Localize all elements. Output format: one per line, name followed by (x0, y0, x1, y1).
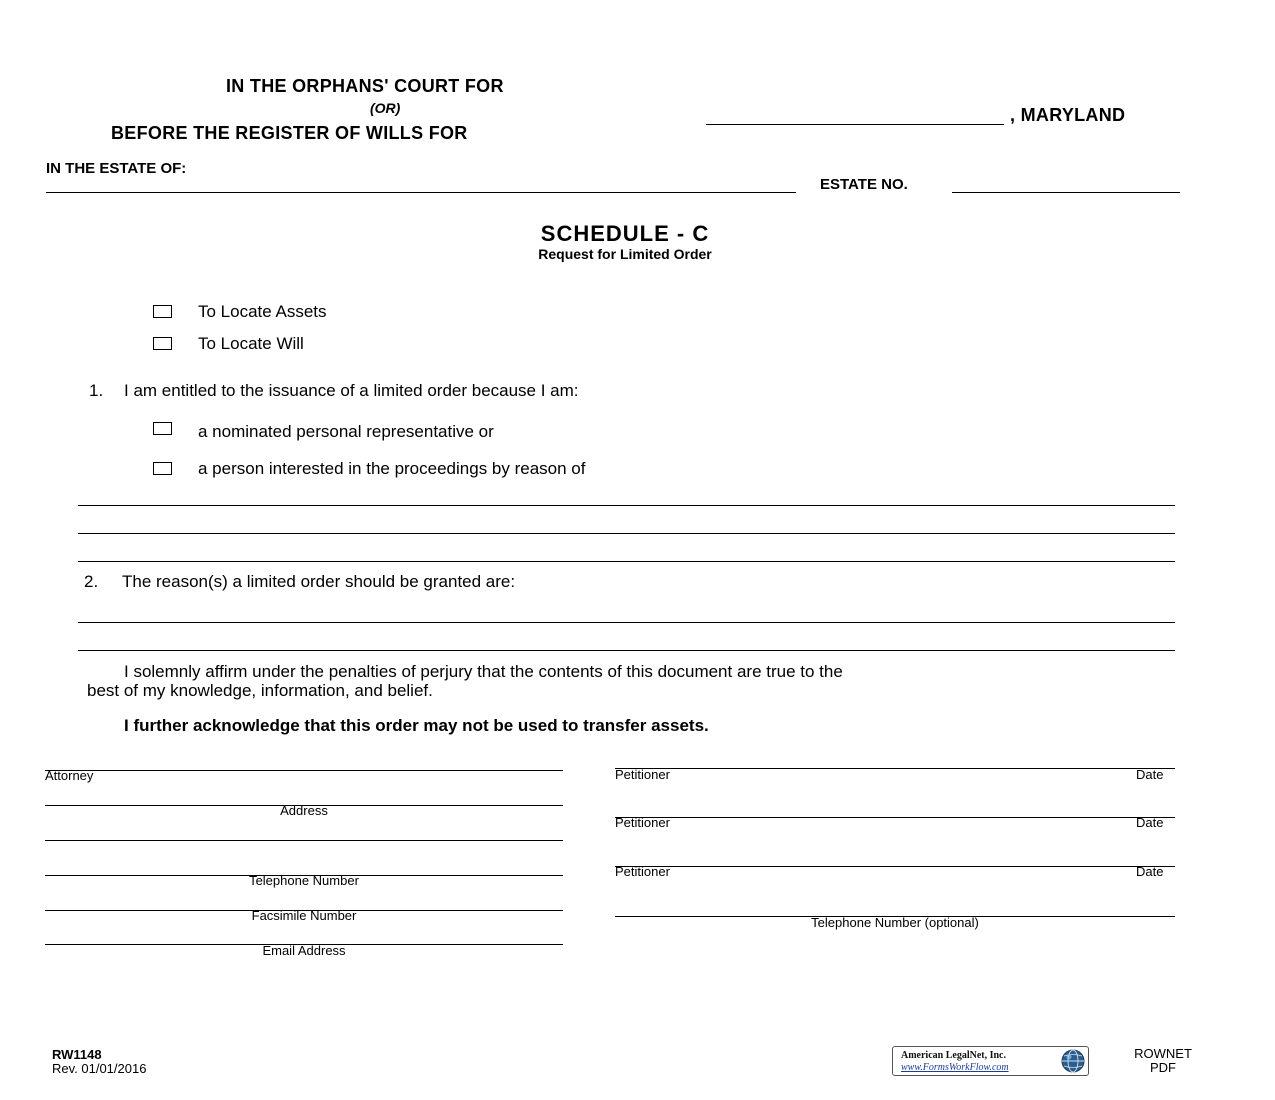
form-id: RW1148 (52, 1047, 102, 1062)
nominated-rep-checkbox[interactable] (153, 422, 172, 435)
estate-of-label: IN THE ESTATE OF: (46, 160, 187, 177)
reason-of-line-3[interactable] (78, 561, 1175, 562)
globe-icon (1060, 1048, 1086, 1074)
telephone-label: Telephone Number (249, 873, 359, 888)
petitioner-3-label: Petitioner (615, 864, 670, 879)
logo-brand-text: American LegalNet, Inc. (901, 1050, 1006, 1061)
reasons-line-1[interactable] (78, 622, 1175, 623)
address-line-2[interactable] (45, 840, 563, 841)
locate-will-checkbox[interactable] (153, 337, 172, 350)
reason-of-line-1[interactable] (78, 505, 1175, 506)
court-line: IN THE ORPHANS' COURT FOR (226, 76, 504, 96)
county-field[interactable] (706, 124, 1004, 125)
or-line: (OR) (370, 100, 401, 116)
section2-number: 2. (84, 572, 99, 591)
estate-name-field[interactable] (46, 192, 796, 193)
petitioner-2-line[interactable] (615, 817, 1175, 818)
petitioner-3-date-label: Date (1136, 864, 1164, 879)
email-label: Email Address (262, 943, 346, 958)
locate-assets-label: To Locate Assets (198, 302, 327, 321)
petitioner-3-line[interactable] (615, 866, 1175, 867)
estate-no-field[interactable] (952, 192, 1180, 193)
petitioner-1-date-label: Date (1136, 767, 1164, 782)
petitioner-1-line[interactable] (615, 768, 1175, 769)
petitioner-2-date-label: Date (1136, 815, 1164, 830)
affirmation-line-2: best of my knowledge, information, and belief. (87, 681, 433, 700)
reason-of-line-2[interactable] (78, 533, 1175, 534)
petitioner-telephone-label: Telephone Number (optional) (811, 915, 979, 930)
revision-date: Rev. 01/01/2016 (52, 1061, 147, 1076)
state-label: , MARYLAND (1010, 105, 1126, 125)
schedule-title: SCHEDULE - C (540, 221, 710, 246)
section1-number: 1. (89, 381, 104, 400)
reasons-line-2[interactable] (78, 650, 1175, 651)
facsimile-label: Facsimile Number (251, 908, 357, 923)
rownet-label: ROWNET (1134, 1046, 1192, 1061)
pdf-label: PDF (1150, 1060, 1176, 1075)
acknowledge-statement: I further acknowledge that this order may not be used to transfer assets. (124, 716, 709, 735)
american-legalnet-logo[interactable] (892, 1046, 1089, 1076)
logo-url-link[interactable]: www.FormsWorkFlow.com (901, 1062, 1009, 1073)
locate-assets-checkbox[interactable] (153, 305, 172, 318)
locate-will-label: To Locate Will (198, 334, 304, 353)
attorney-sign-line[interactable] (45, 770, 563, 771)
register-line: BEFORE THE REGISTER OF WILLS FOR (111, 123, 468, 143)
section1-text: I am entitled to the issuance of a limited order because I am: (124, 381, 579, 400)
petitioner-1-label: Petitioner (615, 767, 670, 782)
nominated-rep-label: a nominated personal representative or (198, 422, 494, 441)
attorney-label: Attorney (45, 768, 94, 783)
interested-person-checkbox[interactable] (153, 462, 172, 475)
petitioner-2-label: Petitioner (615, 815, 670, 830)
estate-no-label: ESTATE NO. (820, 176, 908, 193)
section2-text: The reason(s) a limited order should be granted are: (122, 572, 516, 591)
interested-person-label: a person interested in the proceedings by reason of (198, 459, 586, 478)
schedule-subtitle: Request for Limited Order (538, 246, 712, 262)
address-label: Address (280, 803, 328, 818)
affirmation-line-1: I solemnly affirm under the penalties of perjury that the contents of this document are true to the (124, 662, 843, 681)
